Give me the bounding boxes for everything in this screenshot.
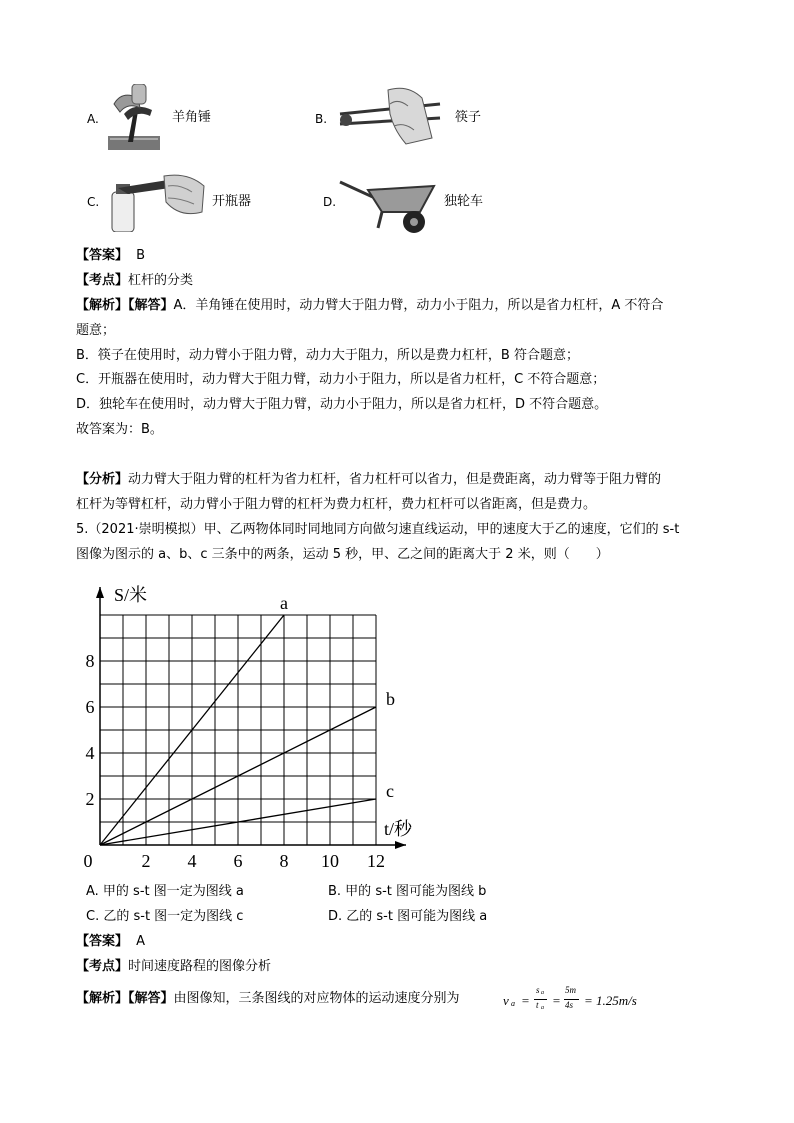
q4-answer [76, 247, 145, 265]
answer-tag: 【答案】 [76, 248, 129, 263]
formula-eq2: = [552, 993, 561, 1008]
q5-answer [76, 933, 145, 951]
formula-frac1-num-sub: a [541, 990, 544, 996]
q4-analysis-line2: B．筷子在使用时，动力臂小于阻力臂，动力大于阻力，所以是费力杠杆，B 符合题意； [76, 348, 579, 363]
analysis-tag: 【解析】【解答】 [76, 991, 174, 1006]
y-axis-label: S/米 [114, 585, 148, 605]
formula-frac2-num: 5m [565, 985, 576, 995]
q5-analysis [76, 990, 460, 1008]
option-b-name: 筷子 [455, 110, 482, 125]
y-tick-label: 4 [85, 743, 95, 763]
q4-point [76, 272, 193, 290]
point-tag: 【考点】 [76, 273, 129, 288]
answer-value: B [136, 248, 146, 263]
q5-option-b: B. 甲的 s-t 图可能为图线 b [328, 884, 487, 899]
x-tick-label: 6 [233, 851, 243, 871]
x-axis-label: t/秒 [384, 819, 413, 839]
y-axis-arrow [96, 587, 104, 598]
point-value: 时间速度路程的图像分析 [128, 959, 272, 974]
q5-option-a: A. 甲的 s-t 图一定为图线 a [86, 884, 244, 899]
x-axis-arrow [395, 841, 406, 849]
option-a-name: 羊角锤 [172, 110, 212, 125]
q5-stem-line2: 图像为图示的 a、b、c 三条中的两条，运动 5 秒，甲、乙之间的距离大于 2 米，则（ ） [76, 547, 609, 562]
q4-conclusion: 故答案为：B。 [76, 422, 163, 437]
x-tick-label: 10 [321, 851, 339, 871]
q4-analysis-line1b: 题意； [76, 323, 116, 338]
x-tick-label: 12 [367, 851, 385, 871]
series-label-c: c [386, 781, 394, 801]
bottle-opener-icon [108, 172, 208, 232]
formula-frac1-den: t [536, 1000, 539, 1010]
formula-eq1: = [521, 993, 530, 1008]
analysis-text: 由图像知，三条图线的对应物体的运动速度分别为 [173, 991, 460, 1006]
fenxi-text: 动力臂大于阻力臂的杠杆为省力杠杆，省力杠杆可以省力，但是费距离，动力臂等于阻力臂的 [128, 472, 662, 487]
formula-v: v [503, 993, 509, 1008]
q5-option-d: D. 乙的 s-t 图可能为图线 a [328, 909, 488, 924]
formula-sub: a [511, 999, 515, 1008]
formula-result: = 1.25m/s [584, 993, 637, 1008]
y-tick-label: 2 [85, 789, 95, 809]
option-c-name: 开瓶器 [212, 194, 252, 209]
claw-hammer-icon [108, 84, 160, 152]
chopsticks-icon [336, 84, 442, 148]
y-tick-label: 8 [85, 651, 95, 671]
option-b-letter: B. [315, 112, 328, 126]
option-a-letter: A. [87, 112, 99, 126]
q5-point [76, 958, 271, 976]
q4-fenxi-line1 [76, 471, 661, 489]
point-tag: 【考点】 [76, 959, 129, 974]
formula-frac2-den: 4s [565, 1000, 574, 1010]
s-t-chart [70, 570, 420, 875]
q5-option-c: C. 乙的 s-t 图一定为图线 c [86, 909, 244, 924]
answer-tag: 【答案】 [76, 934, 129, 949]
fenxi-tag: 【分析】 [76, 472, 129, 487]
point-value: 杠杆的分类 [128, 273, 194, 288]
x-tick-label: 8 [279, 851, 289, 871]
q5-stem-line1: 5.（2021·崇明模拟）甲、乙两物体同时同地同方向做匀速直线运动，甲的速度大于乙的速度，它们的 s-t [76, 522, 680, 537]
q4-analysis-line4: D．独轮车在使用时，动力臂大于阻力臂，动力小于阻力，所以是省力杠杆，D 不符合题意。 [76, 397, 608, 412]
answer-value: A [136, 934, 146, 949]
analysis-text: A．羊角锤在使用时，动力臂大于阻力臂，动力小于阻力，所以是省力杠杆，A 不符合 [173, 298, 664, 313]
x-tick-label: 2 [141, 851, 151, 871]
formula-frac1-num: s [536, 985, 540, 995]
x-tick-label: 4 [187, 851, 197, 871]
series-label-b: b [386, 689, 395, 709]
option-c-letter: C. [87, 195, 100, 209]
origin-label: 0 [83, 851, 93, 871]
q4-analysis-line3: C．开瓶器在使用时，动力臂大于阻力臂，动力小于阻力，所以是省力杠杆，C 不符合题意； [76, 372, 606, 387]
y-tick-label: 6 [85, 697, 95, 717]
option-d-letter: D. [323, 195, 337, 209]
option-d-name: 独轮车 [444, 194, 484, 209]
analysis-tag: 【解析】【解答】 [76, 298, 174, 313]
series-label-a: a [280, 593, 288, 613]
formula-frac1-den-sub: a [541, 1005, 544, 1011]
wheelbarrow-icon [338, 172, 438, 236]
q4-analysis-line1 [76, 297, 663, 315]
q4-fenxi-line2: 杠杆为等臂杠杆，动力臂小于阻力臂的杠杆为费力杠杆，费力杠杆可以省距离，但是费力。 [76, 497, 597, 512]
